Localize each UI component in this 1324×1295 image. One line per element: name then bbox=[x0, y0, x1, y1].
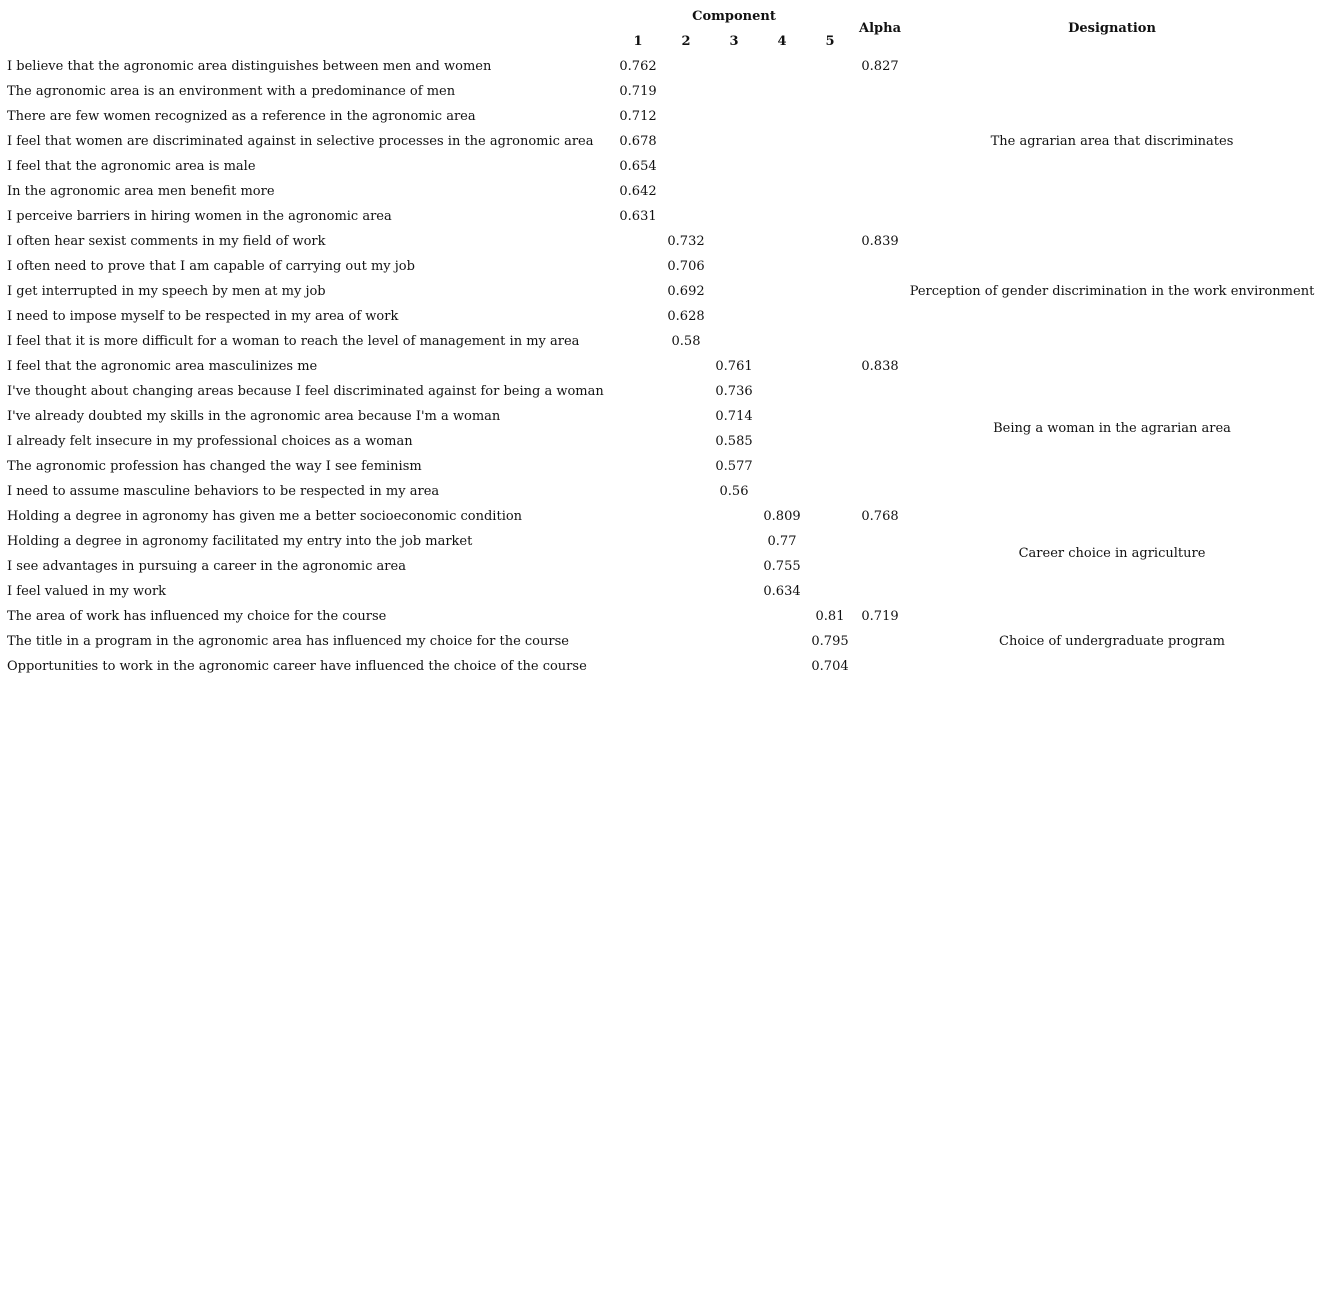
table-row bbox=[0, 379, 905, 404]
loading-component-2 bbox=[662, 479, 710, 504]
alpha-value: 0.838 bbox=[861, 359, 899, 374]
loading-component-5 bbox=[806, 279, 854, 304]
loading-component-4 bbox=[758, 204, 806, 229]
loading-component-4 bbox=[758, 329, 806, 354]
loading-component-3 bbox=[710, 304, 758, 329]
loading-component-5 bbox=[806, 529, 854, 554]
item-text: Holding a degree in agronomy has given me a better socioeconomic condition bbox=[7, 509, 523, 524]
table-row bbox=[0, 204, 905, 229]
alpha-value: 0.719 bbox=[861, 609, 899, 624]
loading-component-4 bbox=[758, 304, 806, 329]
loading-component-2 bbox=[662, 104, 710, 129]
item-text: The agronomic profession has changed the way I see feminism bbox=[7, 459, 422, 474]
loading-component-5 bbox=[806, 154, 854, 179]
loading-component-2: 0.706 bbox=[667, 259, 705, 274]
loading-component-3 bbox=[710, 654, 758, 679]
alpha-value bbox=[854, 629, 906, 654]
table-row bbox=[0, 579, 905, 604]
loading-component-1 bbox=[614, 504, 662, 529]
loading-component-3 bbox=[710, 329, 758, 354]
table-row bbox=[0, 529, 905, 554]
loading-component-3 bbox=[710, 204, 758, 229]
loading-component-5 bbox=[806, 79, 854, 104]
table-row bbox=[0, 54, 905, 79]
loading-component-1: 0.762 bbox=[619, 59, 657, 74]
loading-component-2 bbox=[662, 554, 710, 579]
loading-component-1: 0.678 bbox=[619, 134, 657, 149]
loading-component-5 bbox=[806, 254, 854, 279]
loading-component-2 bbox=[662, 629, 710, 654]
alpha-value bbox=[854, 104, 906, 129]
loading-component-5 bbox=[806, 179, 854, 204]
loading-component-2 bbox=[662, 429, 710, 454]
loading-component-1 bbox=[614, 329, 662, 354]
loading-component-2: 0.58 bbox=[671, 334, 701, 349]
loading-component-5 bbox=[806, 579, 854, 604]
loading-component-3 bbox=[710, 104, 758, 129]
loading-component-3: 0.577 bbox=[715, 459, 753, 474]
loading-component-1: 0.642 bbox=[619, 184, 657, 199]
loading-component-2 bbox=[662, 379, 710, 404]
designation-5: Choice of undergraduate program bbox=[999, 634, 1225, 649]
alpha-value bbox=[854, 254, 906, 279]
loading-component-1 bbox=[614, 479, 662, 504]
loading-component-5 bbox=[806, 454, 854, 479]
table-row bbox=[0, 254, 905, 279]
loading-component-3 bbox=[710, 254, 758, 279]
component-header: Component bbox=[692, 9, 776, 24]
loading-component-1 bbox=[614, 629, 662, 654]
loading-component-4 bbox=[758, 354, 806, 379]
alpha-value bbox=[854, 304, 906, 329]
item-text: I need to impose myself to be respected in my area of work bbox=[7, 309, 399, 324]
loading-component-3 bbox=[710, 229, 758, 254]
loading-component-4 bbox=[758, 429, 806, 454]
loading-component-2 bbox=[662, 404, 710, 429]
table-row bbox=[0, 229, 905, 254]
item-text: I need to assume masculine behaviors to be respected in my area bbox=[7, 484, 440, 499]
item-text: I perceive barriers in hiring women in the agronomic area bbox=[7, 209, 392, 224]
loading-component-5 bbox=[806, 429, 854, 454]
component-number-2: 2 bbox=[681, 34, 691, 49]
loading-component-3: 0.736 bbox=[715, 384, 753, 399]
designation-3: Being a woman in the agrarian area bbox=[993, 421, 1231, 436]
loading-component-1 bbox=[614, 429, 662, 454]
table-row bbox=[0, 404, 905, 429]
loading-component-4 bbox=[758, 129, 806, 154]
item-text: There are few women recognized as a reference in the agronomic area bbox=[7, 109, 476, 124]
alpha-value bbox=[854, 329, 906, 354]
loading-component-1 bbox=[614, 304, 662, 329]
loading-component-4 bbox=[758, 179, 806, 204]
loading-component-1: 0.631 bbox=[619, 209, 657, 224]
component-number-1: 1 bbox=[633, 34, 643, 49]
loading-component-1 bbox=[614, 254, 662, 279]
alpha-value: 0.768 bbox=[861, 509, 899, 524]
loading-component-3 bbox=[710, 554, 758, 579]
loading-component-2 bbox=[662, 54, 710, 79]
loading-component-5 bbox=[806, 229, 854, 254]
loading-component-5 bbox=[806, 304, 854, 329]
alpha-value bbox=[854, 654, 906, 679]
loading-component-1 bbox=[614, 579, 662, 604]
loading-component-1: 0.719 bbox=[619, 84, 657, 99]
loading-component-2 bbox=[662, 604, 710, 629]
table-row bbox=[0, 279, 905, 304]
table-row bbox=[0, 79, 905, 104]
loading-component-2: 0.692 bbox=[667, 284, 705, 299]
loading-component-4 bbox=[758, 404, 806, 429]
item-text: I get interrupted in my speech by men at my job bbox=[7, 284, 326, 299]
loading-component-2 bbox=[662, 129, 710, 154]
loading-component-4 bbox=[758, 104, 806, 129]
item-text: I feel that it is more difficult for a woman to reach the level of management in my area bbox=[7, 334, 580, 349]
loading-component-3: 0.56 bbox=[719, 484, 749, 499]
item-text: I often need to prove that I am capable of carrying out my job bbox=[7, 259, 415, 274]
loading-component-5 bbox=[806, 504, 854, 529]
table-row bbox=[0, 479, 905, 504]
item-text: The agronomic area is an environment with a predominance of men bbox=[7, 84, 456, 99]
alpha-value: 0.839 bbox=[861, 234, 899, 249]
loading-component-4 bbox=[758, 454, 806, 479]
alpha-value bbox=[854, 279, 906, 304]
loading-component-4: 0.77 bbox=[767, 534, 797, 549]
item-text: Opportunities to work in the agronomic career have influenced the choice of the course bbox=[7, 659, 587, 674]
loading-component-2 bbox=[662, 179, 710, 204]
loading-component-1 bbox=[614, 279, 662, 304]
loading-component-2 bbox=[662, 154, 710, 179]
loading-component-1: 0.712 bbox=[619, 109, 657, 124]
loading-component-4 bbox=[758, 229, 806, 254]
item-text: I often hear sexist comments in my field of work bbox=[7, 234, 326, 249]
table-row bbox=[0, 629, 905, 654]
loading-component-3 bbox=[710, 54, 758, 79]
loading-component-4: 0.809 bbox=[763, 509, 801, 524]
loading-component-3 bbox=[710, 154, 758, 179]
loading-component-4 bbox=[758, 54, 806, 79]
loading-component-2 bbox=[662, 79, 710, 104]
loading-component-5 bbox=[806, 379, 854, 404]
table-row bbox=[0, 604, 905, 629]
loading-component-1 bbox=[614, 529, 662, 554]
loading-component-2 bbox=[662, 354, 710, 379]
loading-component-1 bbox=[614, 354, 662, 379]
alpha-value bbox=[854, 154, 906, 179]
alpha-value bbox=[854, 554, 906, 579]
loading-component-1 bbox=[614, 379, 662, 404]
loading-component-1 bbox=[614, 229, 662, 254]
loading-component-5: 0.795 bbox=[811, 634, 849, 649]
loading-component-1 bbox=[614, 654, 662, 679]
item-text: I feel that women are discriminated against in selective processes in the agronomic area bbox=[7, 134, 594, 149]
loading-component-2: 0.628 bbox=[667, 309, 705, 324]
loading-component-1 bbox=[614, 604, 662, 629]
alpha-header: Alpha bbox=[859, 21, 901, 36]
item-text: I feel valued in my work bbox=[7, 584, 167, 599]
alpha-value: 0.827 bbox=[861, 59, 899, 74]
loading-component-4 bbox=[758, 479, 806, 504]
loading-component-3 bbox=[710, 129, 758, 154]
loading-component-1 bbox=[614, 554, 662, 579]
loading-component-5 bbox=[806, 129, 854, 154]
loading-component-5 bbox=[806, 54, 854, 79]
loading-component-4 bbox=[758, 279, 806, 304]
table-row bbox=[0, 554, 905, 579]
loading-component-2: 0.732 bbox=[667, 234, 705, 249]
loading-component-2 bbox=[662, 504, 710, 529]
loading-component-4 bbox=[758, 254, 806, 279]
loading-component-5 bbox=[806, 479, 854, 504]
table-row bbox=[0, 454, 905, 479]
component-number-4: 4 bbox=[777, 34, 787, 49]
table-row bbox=[0, 179, 905, 204]
item-text: The area of work has influenced my choice for the course bbox=[7, 609, 387, 624]
loading-component-3 bbox=[710, 179, 758, 204]
loading-component-5 bbox=[806, 554, 854, 579]
table-row bbox=[0, 329, 905, 354]
loading-component-1 bbox=[614, 454, 662, 479]
item-text: I've thought about changing areas because I feel discriminated against for being a woman bbox=[7, 384, 604, 399]
designation-4: Career choice in agriculture bbox=[1018, 546, 1206, 561]
loading-component-3 bbox=[710, 279, 758, 304]
table-row bbox=[0, 354, 905, 379]
loading-component-2 bbox=[662, 529, 710, 554]
loading-component-4 bbox=[758, 654, 806, 679]
loading-component-5: 0.704 bbox=[811, 659, 849, 674]
loading-component-4 bbox=[758, 79, 806, 104]
loading-component-3 bbox=[710, 504, 758, 529]
loading-component-3 bbox=[710, 604, 758, 629]
loading-component-4 bbox=[758, 379, 806, 404]
loading-component-4 bbox=[758, 629, 806, 654]
item-text: I feel that the agronomic area is male bbox=[7, 159, 256, 174]
item-text: I believe that the agronomic area distinguishes between men and women bbox=[7, 59, 492, 74]
loading-component-1 bbox=[614, 404, 662, 429]
loading-component-5 bbox=[806, 329, 854, 354]
item-text: I've already doubted my skills in the agronomic area because I'm a woman bbox=[7, 409, 501, 424]
loading-component-4: 0.634 bbox=[763, 584, 801, 599]
designation-2: Perception of gender discrimination in the work environment bbox=[909, 284, 1315, 299]
loading-component-3: 0.585 bbox=[715, 434, 753, 449]
alpha-value bbox=[854, 454, 906, 479]
loading-component-5 bbox=[806, 204, 854, 229]
loading-component-5 bbox=[806, 104, 854, 129]
loading-component-2 bbox=[662, 654, 710, 679]
component-number-5: 5 bbox=[825, 34, 835, 49]
table-row bbox=[0, 504, 905, 529]
table-row bbox=[0, 154, 905, 179]
alpha-value bbox=[854, 204, 906, 229]
designation-1: The agrarian area that discriminates bbox=[990, 134, 1234, 149]
alpha-value bbox=[854, 529, 906, 554]
alpha-value bbox=[854, 179, 906, 204]
alpha-value bbox=[854, 429, 906, 454]
component-number-3: 3 bbox=[729, 34, 739, 49]
alpha-value bbox=[854, 379, 906, 404]
alpha-value bbox=[854, 404, 906, 429]
item-text: The title in a program in the agronomic area has influenced my choice for the course bbox=[7, 634, 569, 649]
item-text: In the agronomic area men benefit more bbox=[7, 184, 275, 199]
loading-component-3 bbox=[710, 529, 758, 554]
table-row bbox=[0, 429, 905, 454]
loading-component-3 bbox=[710, 79, 758, 104]
loading-component-3 bbox=[710, 579, 758, 604]
loading-component-3: 0.714 bbox=[715, 409, 753, 424]
loading-component-2 bbox=[662, 579, 710, 604]
loading-component-2 bbox=[662, 454, 710, 479]
alpha-value bbox=[854, 479, 906, 504]
loading-component-5 bbox=[806, 354, 854, 379]
table-row bbox=[0, 304, 905, 329]
loading-component-3 bbox=[710, 629, 758, 654]
item-text: I see advantages in pursuing a career in the agronomic area bbox=[7, 559, 406, 574]
loading-component-5 bbox=[806, 404, 854, 429]
table-row bbox=[0, 104, 905, 129]
table-row bbox=[0, 654, 905, 679]
loading-component-4: 0.755 bbox=[763, 559, 801, 574]
table-row bbox=[0, 129, 905, 154]
loading-component-4 bbox=[758, 604, 806, 629]
item-text: I already felt insecure in my professional choices as a woman bbox=[7, 434, 413, 449]
loading-component-1: 0.654 bbox=[619, 159, 657, 174]
loading-component-4 bbox=[758, 154, 806, 179]
loading-component-3: 0.761 bbox=[715, 359, 753, 374]
alpha-value bbox=[854, 79, 906, 104]
alpha-value bbox=[854, 129, 906, 154]
loading-component-5: 0.81 bbox=[815, 609, 845, 624]
loading-component-2 bbox=[662, 204, 710, 229]
designation-header: Designation bbox=[1068, 21, 1156, 36]
alpha-value bbox=[854, 579, 906, 604]
item-text: Holding a degree in agronomy facilitated my entry into the job market bbox=[7, 534, 473, 549]
item-text: I feel that the agronomic area masculinizes me bbox=[7, 359, 318, 374]
